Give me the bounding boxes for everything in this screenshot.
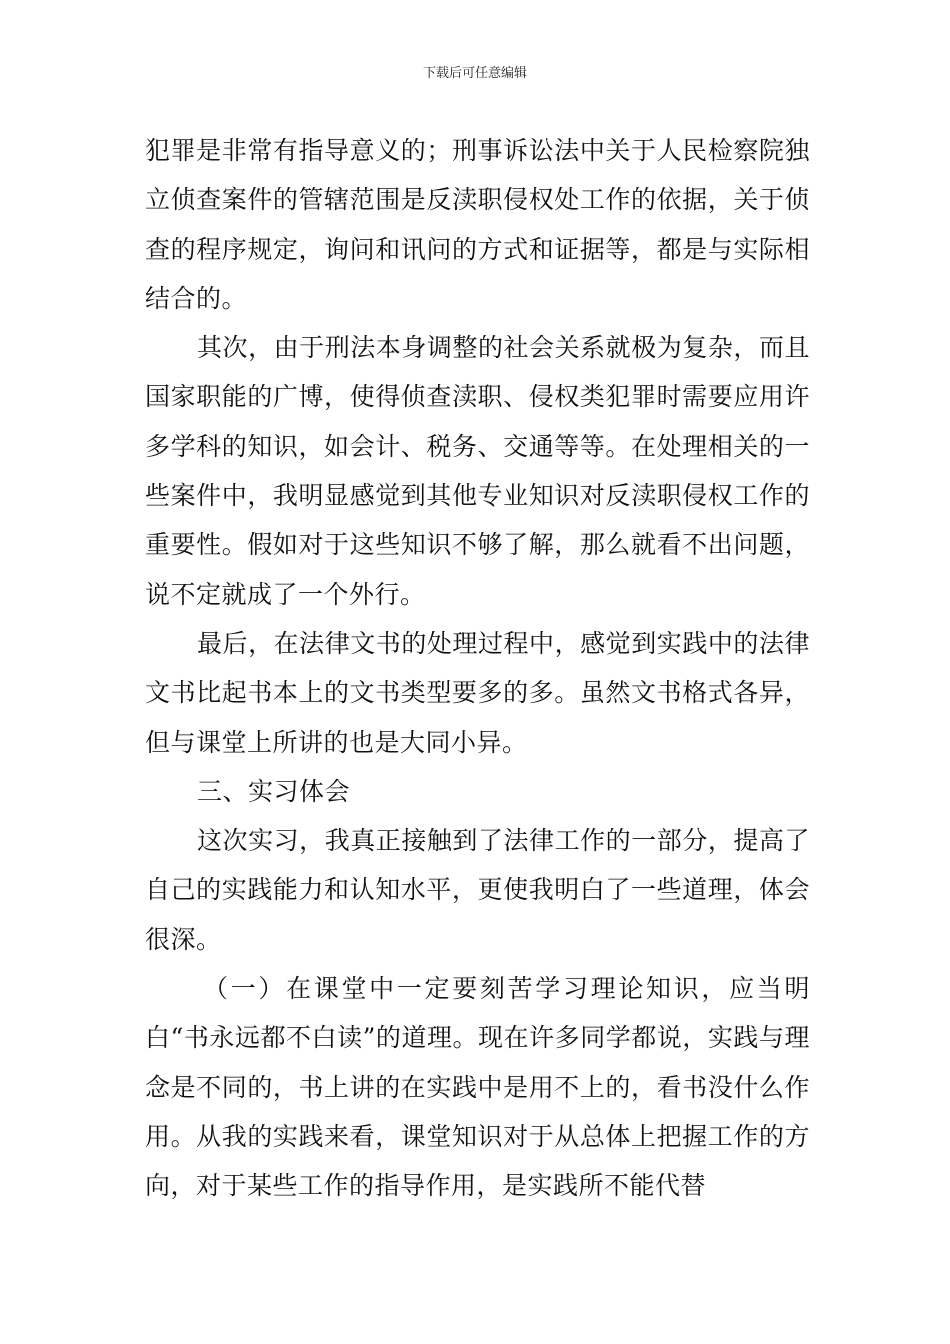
paragraph-secondly: 其次，由于刑法本身调整的社会关系就极为复杂，而且国家职能的广博，使得侦查渎职、侵权类犯罪时需要应用许多学科的知识，如会计、税务、交通等等。在处理相关的一些案件中，我明显感觉到其他专业知识对反渎职侵权工作的重要性。假如对于这些知识不够了解，那么就看不出问题，说不定就成了一个外行。	[145, 333, 810, 609]
page-header-note: 下载后可任意编辑	[422, 66, 527, 81]
paragraph-continued: 犯罪是非常有指导意义的；刑事诉讼法中关于人民检察院独立侦查案件的管辖范围是反渎职侵权处工作的依据，关于侦查的程序规定，询问和讯问的方式和证据等，都是与实际相结合的。	[145, 136, 810, 313]
section-heading-internship-reflection: 三、实习体会	[197, 776, 351, 806]
document-body	[145, 126, 810, 1211]
paragraph-finally: 最后，在法律文书的处理过程中，感觉到实践中的法律文书比起书本上的文书类型要多的多。虽然文书格式各异，但与课堂上所讲的也是大同小异。	[145, 628, 810, 757]
paragraph-point-one: （一）在课堂中一定要刻苦学习理论知识，应当明白“书永远都不白读”的道理。现在许多同学都说，实践与理念是不同的，书上讲的在实践中是用不上的，看书没什么作用。从我的实践来看，课堂知识对于从总体上把握工作的方向，对于某些工作的指导作用，是实践所不能代替	[145, 974, 810, 1201]
paragraph-this-internship: 这次实习，我真正接触到了法律工作的一部分，提高了自己的实践能力和认知水平，更使我明白了一些道理，体会很深。	[145, 826, 810, 954]
